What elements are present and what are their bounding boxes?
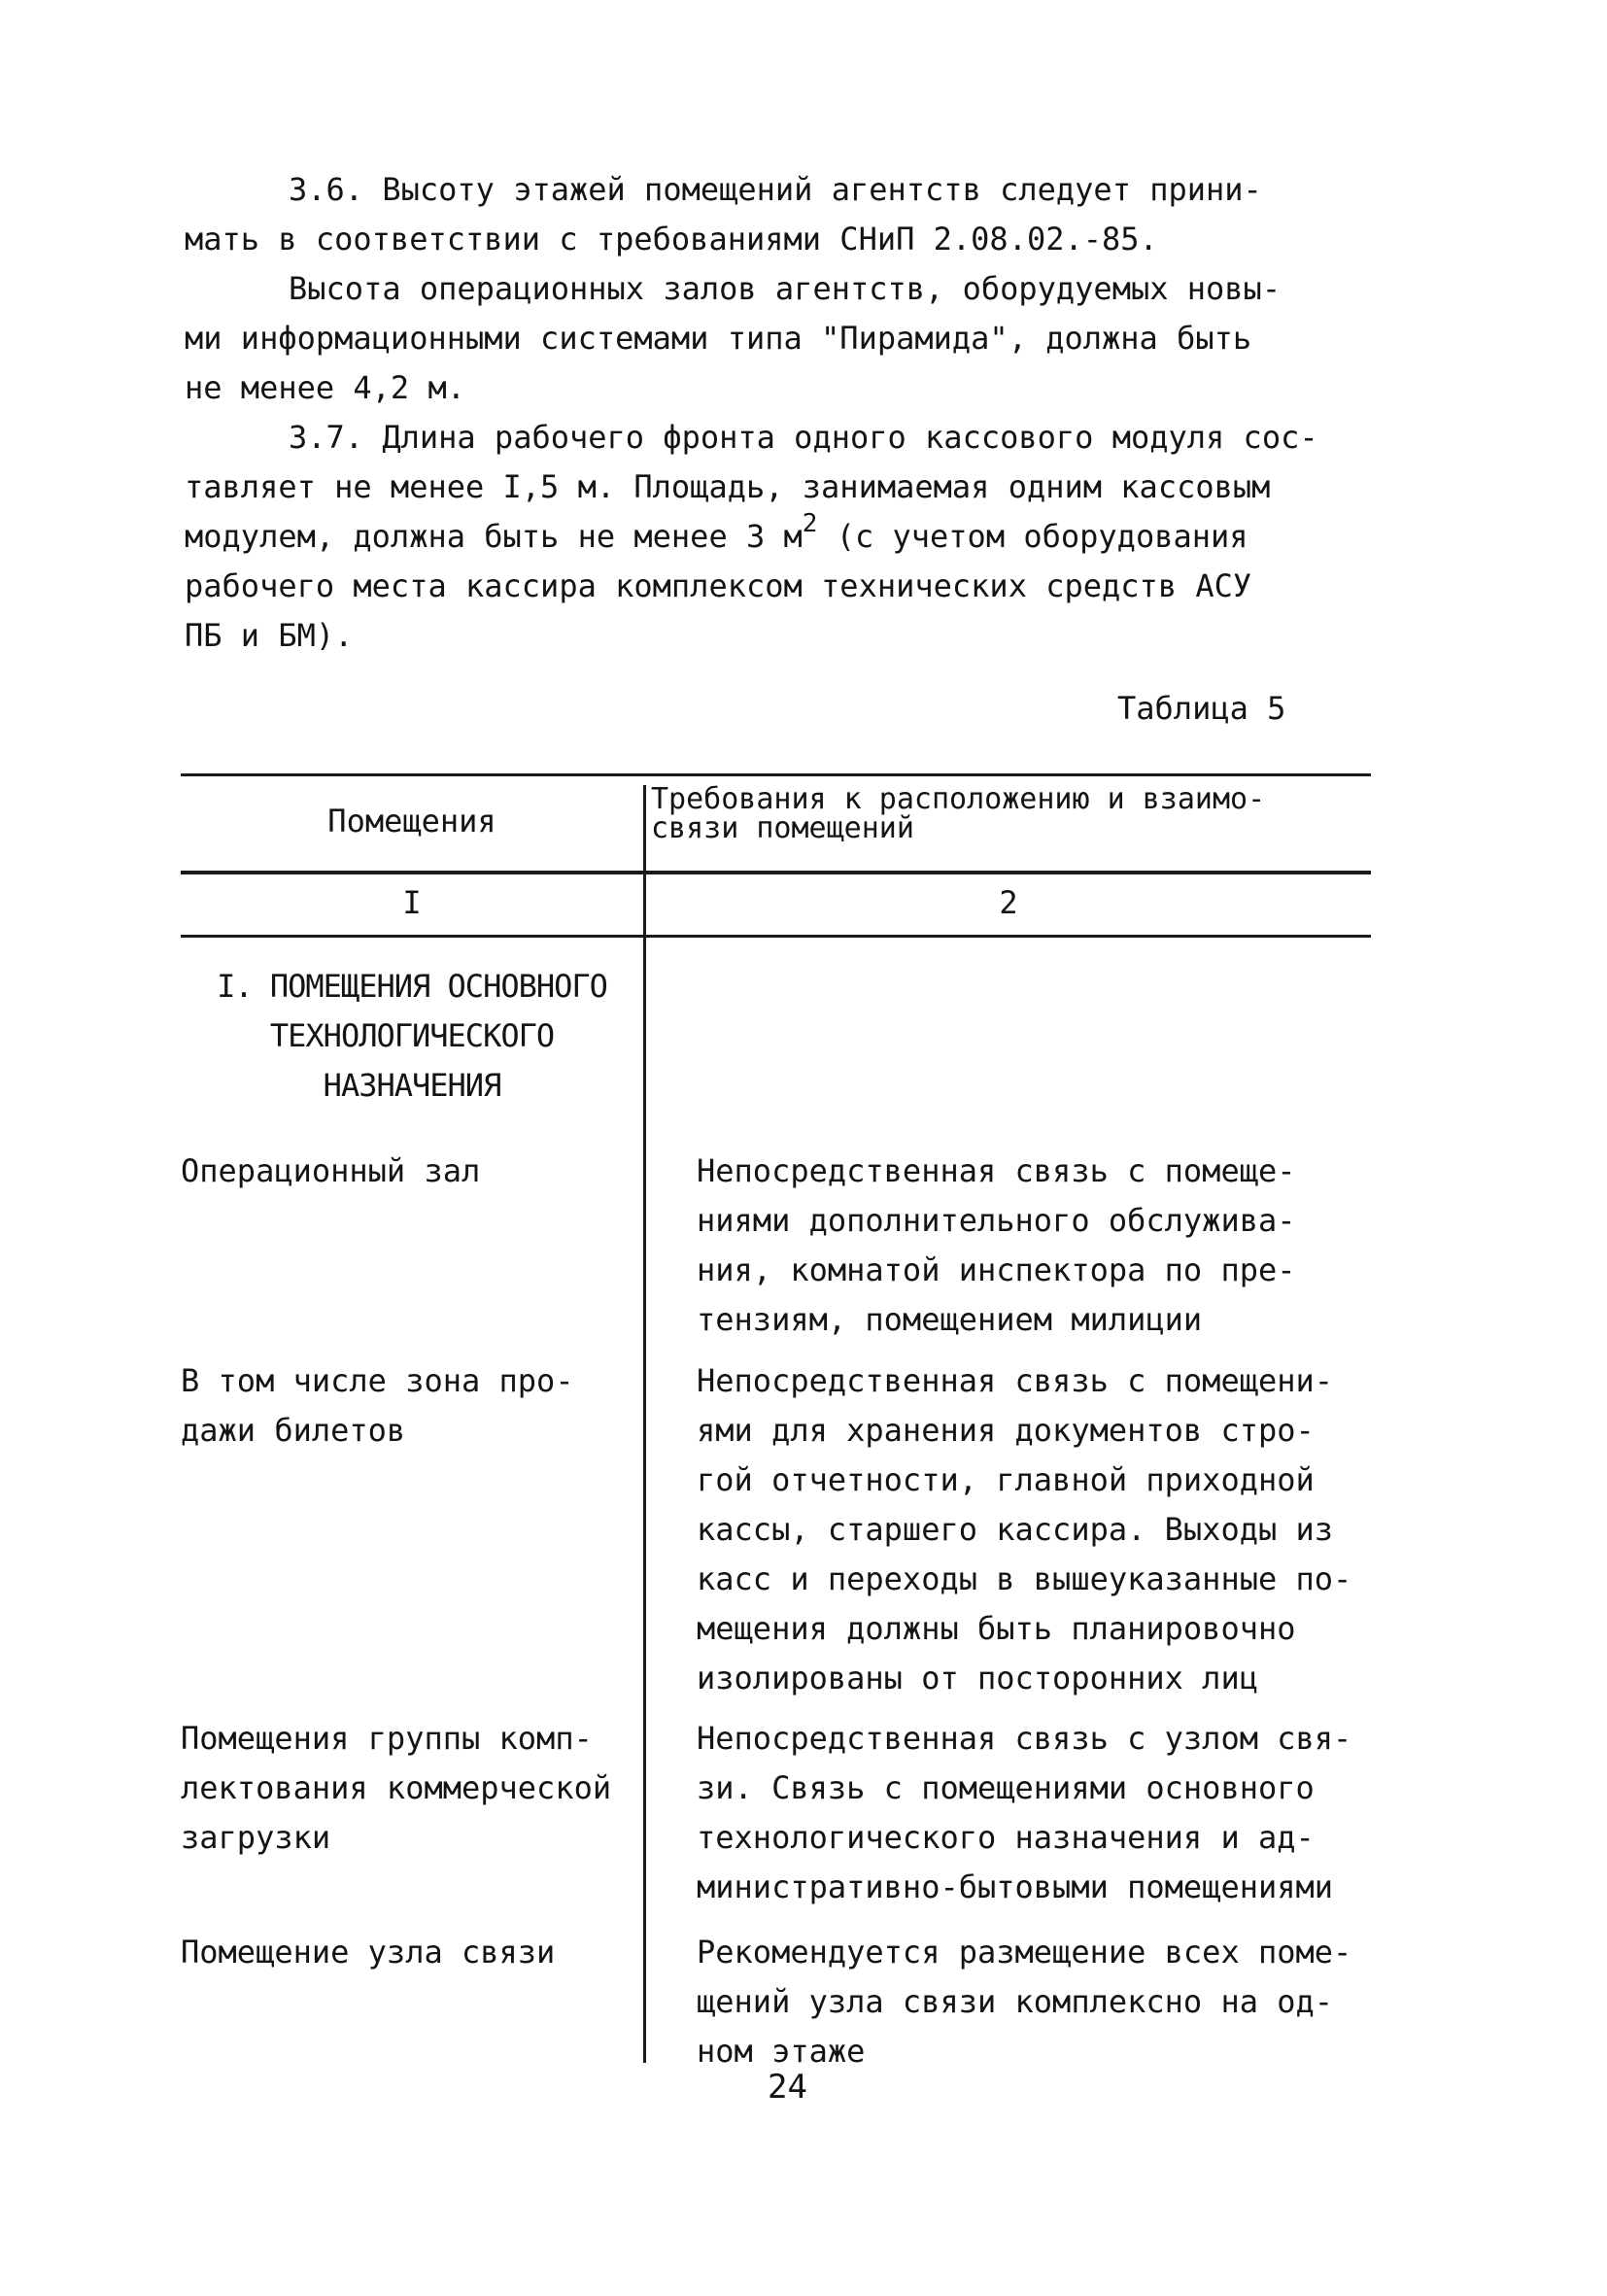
number-row-rule xyxy=(181,935,1371,938)
page-number: 24 xyxy=(768,2068,807,2107)
row-room-commercial-loading xyxy=(181,1714,637,1863)
requirement-line: Непосредственная связь с помещени- xyxy=(697,1362,1334,1399)
row-room-operating-hall xyxy=(181,1147,637,1196)
row-room-communication-node xyxy=(181,1928,637,1977)
row-room-ticket-sales xyxy=(181,1356,637,1456)
row-requirement-operating-hall xyxy=(697,1147,1435,1345)
text-line: 3.7. Длина рабочего фронта одного кассового модуля сос- xyxy=(289,419,1318,456)
column-header-rooms: Помещения xyxy=(327,803,496,840)
requirement-line: министративно-бытовыми помещениями xyxy=(697,1868,1334,1905)
room-line: Помещения группы комп- xyxy=(181,1720,593,1757)
requirement-line: Непосредственная связь с помеще- xyxy=(697,1152,1296,1189)
text-line: ми информационными системами типа "Пирамида", должна быть xyxy=(185,320,1252,357)
text-line: 3.6. Высоту этажей помещений агентств следует прини- xyxy=(289,171,1262,208)
text-line: ПБ и БМ). xyxy=(185,617,354,654)
column-divider xyxy=(643,785,646,2063)
paragraph-3-6 xyxy=(185,165,1399,264)
requirement-line: кассы, старшего кассира. Выходы из xyxy=(697,1511,1334,1548)
requirement-line: изолированы от посторонних лиц xyxy=(697,1660,1258,1696)
section-line: ТЕХНОЛОГИЧЕСКОГО xyxy=(269,1017,555,1054)
room-line: лектования коммерческой xyxy=(181,1769,612,1806)
room-line: загрузки xyxy=(181,1819,331,1856)
text-line: тавляет не менее I,5 м. Площадь, занимаемая одним кассовым xyxy=(185,468,1271,505)
row-requirement-commercial-loading xyxy=(697,1714,1435,1912)
paragraph-3-6-height xyxy=(185,264,1399,413)
requirement-line: гой отчетности, главной приходной xyxy=(697,1461,1315,1498)
requirement-line: касс и переходы в вышеуказанные по- xyxy=(697,1560,1352,1597)
requirement-line: мещения должны быть планировочно xyxy=(697,1610,1296,1647)
section-line: I. ПОМЕЩЕНИЯ ОСНОВНОГО xyxy=(217,968,607,1005)
room-line: Помещение узла связи xyxy=(181,1934,556,1970)
header-line: Требования к расположению и взаимо- xyxy=(651,782,1266,816)
requirement-line: ном этаже xyxy=(697,2033,866,2070)
text-line: мать в соответствии с требованиями СНиП 2.08.02.-85. xyxy=(185,221,1158,257)
table-caption: Таблица 5 xyxy=(1117,690,1286,727)
requirement-line: тензиям, помещением милиции xyxy=(697,1301,1203,1338)
text-line: рабочего места кассира комплексом технических средств АСУ xyxy=(185,567,1252,604)
requirement-line: ния, комнатой инспектора по пре- xyxy=(697,1251,1296,1288)
header-line: связи помещений xyxy=(651,811,914,845)
text-line: Высота операционных залов агентств, оборудуемых новы- xyxy=(289,270,1282,307)
section-title xyxy=(181,962,643,1111)
room-line: В том числе зона про- xyxy=(181,1362,574,1399)
column-number-1: I xyxy=(402,884,422,921)
table-top-rule xyxy=(181,773,1371,776)
room-line: дажи билетов xyxy=(181,1412,406,1449)
row-requirement-ticket-sales xyxy=(697,1356,1435,1703)
requirement-line: Рекомендуется размещение всех поме- xyxy=(697,1934,1352,1970)
requirement-line: Непосредственная связь с узлом свя- xyxy=(697,1720,1352,1757)
requirement-line: щений узла связи комплексно на од- xyxy=(697,1983,1334,2020)
superscript: 2 xyxy=(802,509,818,539)
row-requirement-communication-node xyxy=(697,1928,1435,2076)
column-number-2: 2 xyxy=(999,884,1018,921)
text-span: (с учетом оборудования xyxy=(817,518,1248,555)
requirement-line: технологического назначения и ад- xyxy=(697,1819,1315,1856)
room-line: Операционный зал xyxy=(181,1152,481,1189)
column-header-requirements xyxy=(651,782,1266,845)
text-line: не менее 4,2 м. xyxy=(185,369,465,406)
text-line xyxy=(185,509,1399,562)
section-line: НАЗНАЧЕНИЯ xyxy=(323,1067,501,1104)
text-span: модулем, должна быть не менее 3 м xyxy=(185,518,803,555)
requirement-line: зи. Связь с помещениями основного xyxy=(697,1769,1315,1806)
header-rule xyxy=(181,871,1371,874)
paragraph-3-7 xyxy=(185,413,1399,661)
requirement-line: ниями дополнительного обслужива- xyxy=(697,1202,1296,1239)
requirement-line: ями для хранения документов стро- xyxy=(697,1412,1315,1449)
